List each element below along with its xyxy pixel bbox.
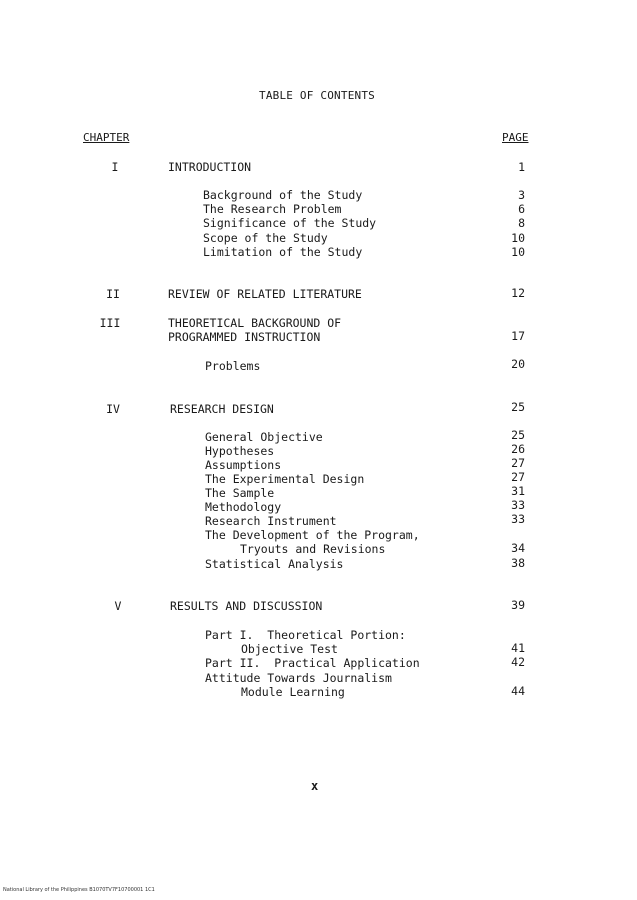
chapter-number: I	[111, 160, 119, 174]
toc-entry-page: 31	[511, 484, 525, 498]
toc-entry-page: 33	[511, 498, 525, 512]
toc-entry: Problems	[205, 359, 261, 373]
chapter-column-header: CHAPTER	[83, 131, 130, 144]
toc-entry-page: 27	[511, 456, 525, 470]
scan-footer: National Library of the Philippines B1070TV7F10700001 1C1	[3, 887, 155, 893]
toc-entry: Research Instrument	[205, 514, 337, 528]
toc-entry: Significance of the Study	[203, 216, 377, 230]
toc-entry-page: 3	[518, 188, 525, 202]
chapter-page: 1	[518, 160, 525, 174]
chapter-title: RESEARCH DESIGN	[170, 402, 274, 416]
toc-entry-page: 33	[511, 512, 525, 526]
toc-entry: Module Learning	[241, 685, 345, 699]
toc-entry: Methodology	[205, 500, 282, 514]
chapter-title: PROGRAMMED INSTRUCTION	[168, 330, 321, 344]
toc-entry-page: 20	[511, 357, 525, 371]
toc-entry: Assumptions	[205, 458, 282, 472]
chapter-title: THEORETICAL BACKGROUND OF	[168, 316, 342, 330]
chapter-number: III	[99, 316, 121, 330]
toc-entry: General Objective	[205, 430, 323, 444]
toc-entry-page: 27	[511, 470, 525, 484]
toc-entry-page: 41	[511, 641, 525, 655]
toc-entry-page: 10	[511, 245, 525, 259]
toc-entry-page: 38	[511, 556, 525, 570]
toc-entry: Background of the Study	[203, 188, 363, 202]
chapter-page: 17	[511, 329, 525, 343]
toc-entry: Hypotheses	[205, 444, 275, 458]
toc-entry: The Development of the Program,	[205, 528, 420, 542]
toc-entry: Objective Test	[241, 642, 338, 656]
toc-entry: The Experimental Design	[205, 472, 365, 486]
chapter-title: REVIEW OF RELATED LITERATURE	[168, 287, 362, 301]
toc-entry: The Sample	[205, 486, 275, 500]
toc-entry: Statistical Analysis	[205, 557, 344, 571]
toc-entry-page: 34	[511, 541, 525, 555]
chapter-title: RESULTS AND DISCUSSION	[170, 599, 323, 613]
chapter-page: 12	[511, 286, 525, 300]
chapter-number: V	[114, 599, 122, 613]
toc-entry: Attitude Towards Journalism	[205, 671, 392, 685]
toc-entry-page: 6	[518, 202, 525, 216]
toc-entry-page: 8	[518, 216, 525, 230]
page-title: TABLE OF CONTENTS	[259, 89, 375, 102]
chapter-title: INTRODUCTION	[168, 160, 252, 174]
toc-entry: Limitation of the Study	[203, 245, 363, 259]
chapter-page: 39	[511, 598, 525, 612]
chapter-number: II	[106, 287, 120, 301]
toc-entry: Tryouts and Revisions	[240, 542, 386, 556]
toc-entry: The Research Problem	[203, 202, 342, 216]
toc-entry-page: 25	[511, 428, 525, 442]
page-number: x	[311, 779, 319, 793]
toc-entry: Part I. Theoretical Portion:	[205, 628, 406, 642]
chapter-number: IV	[106, 402, 120, 416]
toc-entry: Scope of the Study	[203, 231, 328, 245]
toc-entry-page: 10	[511, 231, 525, 245]
toc-entry-page: 44	[511, 684, 525, 698]
chapter-page: 25	[511, 400, 525, 414]
toc-entry: Part II. Practical Application	[205, 656, 420, 670]
toc-entry-page: 26	[511, 442, 525, 456]
toc-entry-page: 42	[511, 655, 525, 669]
page-column-header: PAGE	[502, 131, 529, 144]
